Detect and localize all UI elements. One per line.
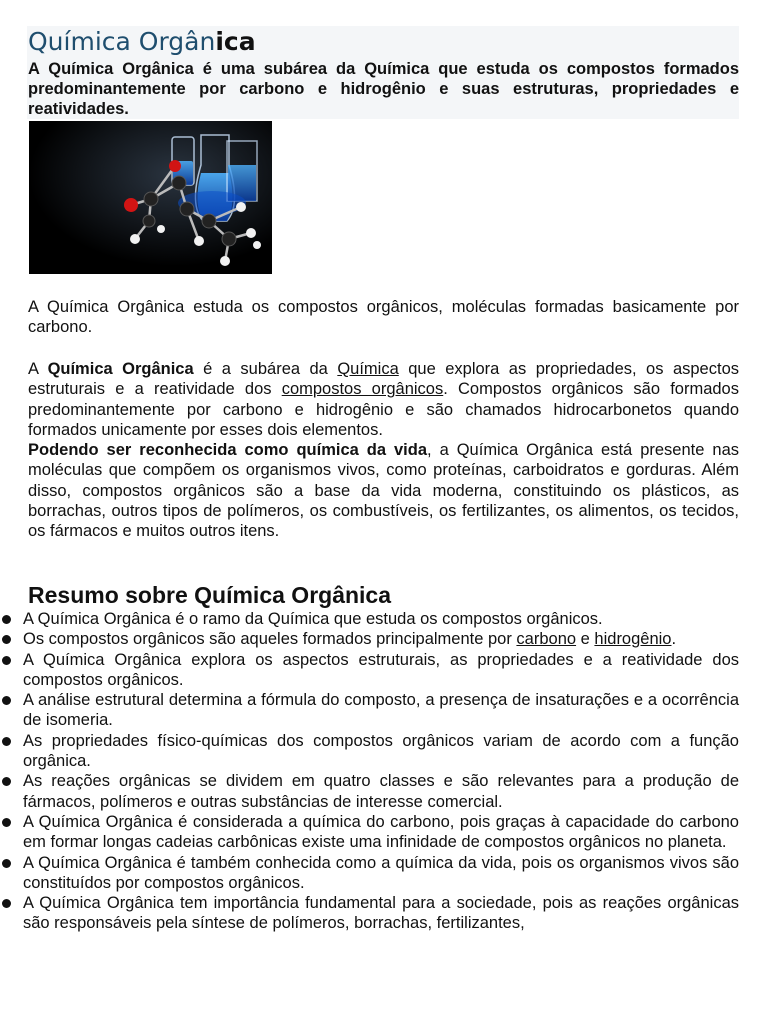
bullet-icon — [2, 859, 11, 868]
paragraph-2 — [28, 359, 739, 440]
summary-item-text: As reações orgânicas se dividem em quatro classes e são relevantes para a produção de fármacos, polímeros e outras substâncias de interesse comercial. — [23, 772, 739, 811]
title-end: ica — [215, 27, 256, 56]
summary-item — [0, 731, 739, 772]
bullet-icon — [2, 777, 11, 786]
bullet-icon — [2, 656, 11, 665]
paragraph-2-start: A — [28, 360, 48, 378]
summary-list — [0, 609, 739, 934]
summary-item-text: A Química Orgânica é considerada a química do carbono, pois graças à capacidade do carbono em formar longas cadeias carbônicas existe uma infinidade de compostos orgânicos no planeta. — [23, 812, 739, 852]
paragraph-2-end: . Compostos orgânicos são formados predominantemente por carbono e hidrogênio e são chamados hidrocarbonetos quando formados unicamente por esses dois elementos. — [28, 380, 739, 439]
link-hidrogenio[interactable]: hidrogênio — [594, 630, 672, 649]
bullet-icon — [2, 818, 11, 827]
paragraph-2-text-2: que explora as propriedades, os aspectos estruturais e a reatividade dos — [28, 360, 739, 399]
summary-item — [0, 690, 739, 731]
summary-item — [0, 812, 739, 853]
summary-item — [0, 609, 739, 629]
summary-item — [0, 650, 739, 691]
bullet-icon — [2, 615, 11, 624]
link-compostos-organicos[interactable]: compostos orgânicos — [281, 380, 444, 399]
intro-text: A Química Orgânica é uma subárea da Química que estuda os compostos formados predominantemente por carbono e hidrogênio e suas estruturas, propriedades e reatividades. — [28, 60, 739, 118]
summary-item-text-end: . — [671, 630, 677, 649]
summary-item-text-start: Os compostos orgânicos são aqueles formados principalmente por — [23, 630, 517, 649]
summary-item — [0, 893, 739, 934]
summary-item — [0, 629, 739, 649]
summary-item-text: A Química Orgânica explora os aspectos estruturais, as propriedades e a reatividade dos compostos orgânicos. — [23, 650, 739, 689]
link-carbono[interactable]: carbono — [516, 630, 577, 649]
paragraph-1: A Química Orgânica estuda os compostos orgânicos, moléculas formadas basicamente por carbono. — [28, 298, 739, 337]
summary-item-text: A Química Orgânica tem importância fundamental para a sociedade, pois as reações orgânicas são responsáveis pela síntese de polímeros, borrachas, fertilizantes, — [23, 894, 739, 933]
summary-item-text-mid: e — [576, 630, 595, 649]
summary-item-text: A Química Orgânica é também conhecida como a química da vida, pois os organismos vivos são constituídos por compostos orgânicos. — [23, 853, 739, 892]
bullet-icon — [2, 737, 11, 746]
paragraph-2-text: é a subárea da — [193, 360, 338, 378]
paragraph-3 — [28, 440, 739, 541]
summary-item-text — [23, 630, 676, 648]
paragraph-2-bold: Química Orgânica — [47, 360, 194, 378]
summary-item-text: As propriedades físico-químicas dos compostos orgânicos variam de acordo com a função orgânica. — [23, 731, 739, 771]
chemistry-photo — [29, 121, 272, 274]
summary-item-text: A análise estrutural determina a fórmula do composto, a presença de insaturações e a ocorrência de isomeria. — [23, 691, 739, 730]
chemistry-illustration — [29, 121, 272, 274]
title-start: Química Orgân — [28, 27, 216, 56]
summary-item — [0, 853, 739, 894]
summary-item-text: A Química Orgânica é o ramo da Química que estuda os compostos orgânicos. — [23, 610, 603, 628]
bullet-icon — [2, 899, 11, 908]
link-quimica[interactable]: Química — [337, 360, 399, 378]
paragraph-3-text: , a Química Orgânica está presente nas moléculas que compõem os organismos vivos, como proteínas, carboidratos e gorduras. Além disso, compostos orgânicos são a base da vida moderna, constituindo os plásticos, as borrachas, outros tipos de polímeros, os combustíveis, os fertilizantes, os alimentos, os tecidos, os fármacos e muitos outros itens. — [28, 441, 739, 541]
summary-title: Resumo sobre Química Orgânica — [28, 582, 392, 608]
bullet-icon — [2, 696, 11, 705]
summary-item — [0, 771, 739, 812]
page-title — [28, 26, 256, 58]
bullet-icon — [2, 635, 11, 644]
paragraph-3-bold: Podendo ser reconhecida como química da vida — [28, 441, 428, 459]
